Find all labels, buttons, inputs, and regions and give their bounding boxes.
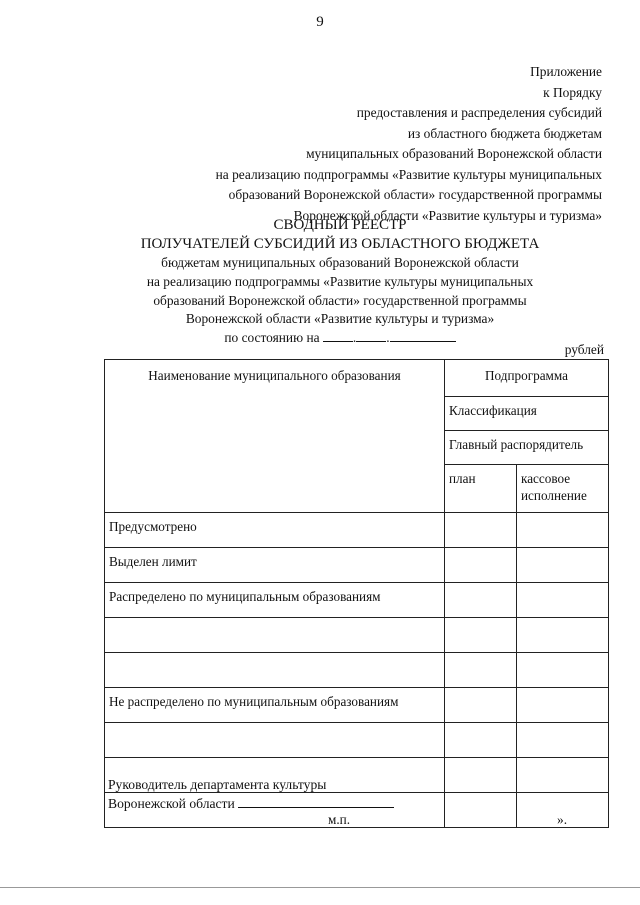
cash-cell xyxy=(517,723,609,758)
plan-cell xyxy=(445,583,517,618)
registry-table xyxy=(104,359,609,828)
date-prefix: по состоянию на xyxy=(224,330,320,346)
classification-header: Классификация xyxy=(445,397,609,431)
row-label xyxy=(105,653,445,688)
table-row xyxy=(105,723,609,758)
plan-header: план xyxy=(445,465,517,513)
units-label: рублей xyxy=(564,342,604,357)
plan-cell xyxy=(445,548,517,583)
table-row xyxy=(105,618,609,653)
row-label xyxy=(105,618,445,653)
plan-cell xyxy=(445,758,517,793)
signature-org: Воронежской области xyxy=(108,795,235,811)
subtitle-line: бюджетам муниципальных образований Воронежской области xyxy=(161,255,519,270)
appendix-line: муниципальных образований Воронежской области xyxy=(306,146,602,161)
plan-cell xyxy=(445,513,517,548)
appendix-header xyxy=(122,62,602,226)
cash-cell xyxy=(517,688,609,723)
cash-cell xyxy=(517,583,609,618)
signature-block xyxy=(108,776,394,813)
row-label: Выделен лимит xyxy=(105,548,445,583)
signature-line xyxy=(108,795,394,814)
title-line: СВОДНЫЙ РЕЕСТР xyxy=(273,217,407,233)
table-row xyxy=(105,583,609,618)
date-separator: . xyxy=(352,330,357,346)
appendix-line: Приложение xyxy=(530,64,602,79)
plan-cell xyxy=(445,723,517,758)
plan-cell xyxy=(445,618,517,653)
date-separator: . xyxy=(386,330,390,346)
cash-cell xyxy=(517,513,609,548)
year-blank xyxy=(390,329,456,342)
title-line: ПОЛУЧАТЕЛЕЙ СУБСИДИЙ ИЗ ОБЛАСТНОГО БЮДЖЕТА xyxy=(140,236,540,252)
document-title xyxy=(60,216,620,348)
date-line xyxy=(224,329,455,348)
appendix-line: из областного бюджета бюджетам xyxy=(407,125,602,141)
appendix-line: предоставления и распределения субсидий xyxy=(356,105,602,120)
day-blank xyxy=(323,329,353,342)
cash-cell xyxy=(517,548,609,583)
table-row xyxy=(105,513,609,548)
table-row xyxy=(105,688,609,723)
table-row xyxy=(105,548,609,583)
plan-cell xyxy=(445,653,517,688)
closing-mark: ». xyxy=(557,812,568,827)
table-row xyxy=(105,653,609,688)
cash-cell xyxy=(517,618,609,653)
appendix-line: на реализацию подпрограммы «Развитие культуры муниципальных xyxy=(215,166,602,182)
cash-cell xyxy=(517,653,609,688)
page-divider xyxy=(0,887,640,888)
subtitle-line: на реализацию подпрограммы «Развитие культуры муниципальных xyxy=(146,273,534,289)
row-label: Предусмотрено xyxy=(105,513,445,548)
subprogram-header: Подпрограмма xyxy=(445,360,609,397)
signature-title: Руководитель департамента культуры xyxy=(108,777,327,792)
municipality-header: Наименование муниципального образования xyxy=(105,360,445,513)
cash-cell xyxy=(517,758,609,793)
main-manager-header: Главный распорядитель xyxy=(445,431,609,465)
appendix-line: образований Воронежской области» государственной программы xyxy=(228,187,602,202)
plan-cell xyxy=(445,793,517,828)
page-number: 9 xyxy=(316,14,324,30)
cash-execution-header: кассовое исполнение xyxy=(517,465,609,513)
appendix-line: к Порядку xyxy=(543,84,602,100)
plan-cell xyxy=(445,688,517,723)
stamp-placeholder: м.п. xyxy=(328,812,350,827)
row-label: Распределено по муниципальным образованиям xyxy=(105,583,445,618)
month-blank xyxy=(356,329,386,342)
subtitle-line: Воронежской области «Развитие культуры и туризма» xyxy=(185,311,495,327)
row-label: Не распределено по муниципальным образованиям xyxy=(105,688,445,723)
subtitle-line: образований Воронежской области» государственной программы xyxy=(153,292,527,308)
table-header-row xyxy=(105,360,609,397)
signature-blank xyxy=(238,795,394,808)
row-label xyxy=(105,723,445,758)
appendix-line: Воронежской области «Развитие культуры и туризма» xyxy=(293,207,602,223)
